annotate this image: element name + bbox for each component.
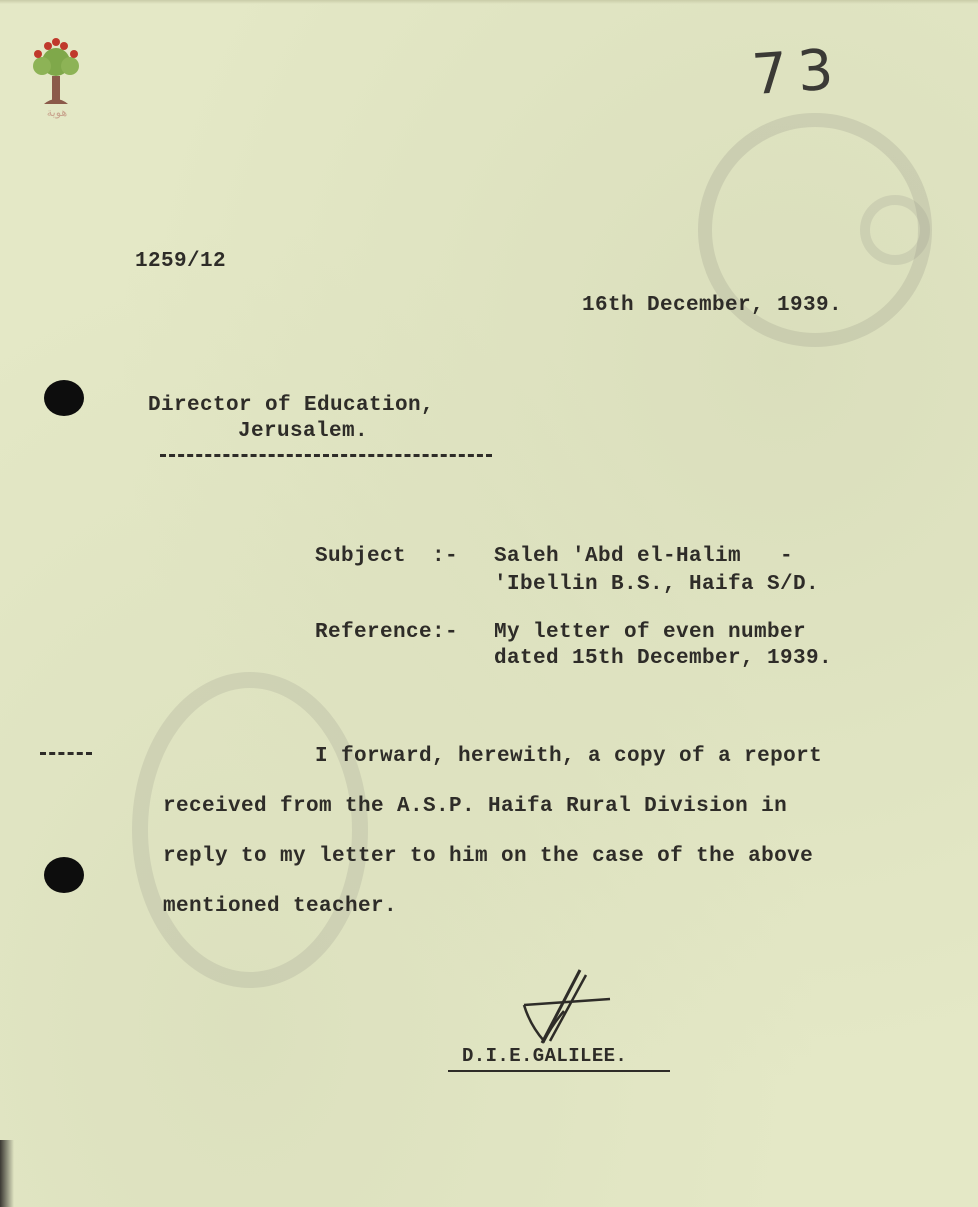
- punch-hole-bottom: [44, 857, 84, 893]
- faint-stamp-bottom-left: [110, 660, 390, 1000]
- body-line-4: mentioned teacher.: [163, 895, 398, 918]
- page-edge-shadow: [0, 1140, 14, 1207]
- addressee-line-2: Jerusalem.: [238, 420, 369, 443]
- handwritten-page-number: 73: [749, 36, 846, 109]
- file-reference: 1259/12: [135, 250, 227, 273]
- body-line-1: I forward, herewith, a copy of a report: [315, 745, 823, 768]
- handwritten-signature: [510, 965, 620, 1050]
- addressee-dashed-rule: [160, 454, 492, 457]
- signatory-underline: [448, 1070, 670, 1072]
- addressee-line-1: Director of Education,: [148, 394, 435, 417]
- signature-mark: [510, 965, 620, 1050]
- margin-dash-mark: [40, 752, 92, 759]
- reference-label: Reference:-: [315, 621, 459, 644]
- punch-hole-top: [44, 380, 84, 416]
- body-line-3: reply to my letter to him on the case of the above: [163, 845, 814, 868]
- signatory-name: D.I.E.GALILEE.: [462, 1045, 628, 1067]
- faint-stamp-mark-left: [110, 660, 390, 1000]
- archive-logo-caption: هوية: [46, 106, 68, 119]
- subject-label: Subject :-: [315, 545, 459, 568]
- faint-stamp-top-right: [640, 70, 940, 370]
- page-top-edge: [0, 0, 978, 4]
- body-line-2: received from the A.S.P. Haifa Rural Division in: [163, 795, 788, 818]
- reference-line-1: My letter of even number: [494, 621, 807, 644]
- tree-logo-icon: [26, 36, 88, 146]
- letter-date: 16th December, 1939.: [582, 294, 843, 317]
- subject-line-1: Saleh 'Abd el-Halim -: [494, 545, 794, 568]
- faint-stamp-mark: [640, 70, 940, 370]
- subject-line-2: 'Ibellin B.S., Haifa S/D.: [494, 573, 820, 596]
- reference-line-2: dated 15th December, 1939.: [494, 647, 833, 670]
- archive-logo: [26, 36, 88, 146]
